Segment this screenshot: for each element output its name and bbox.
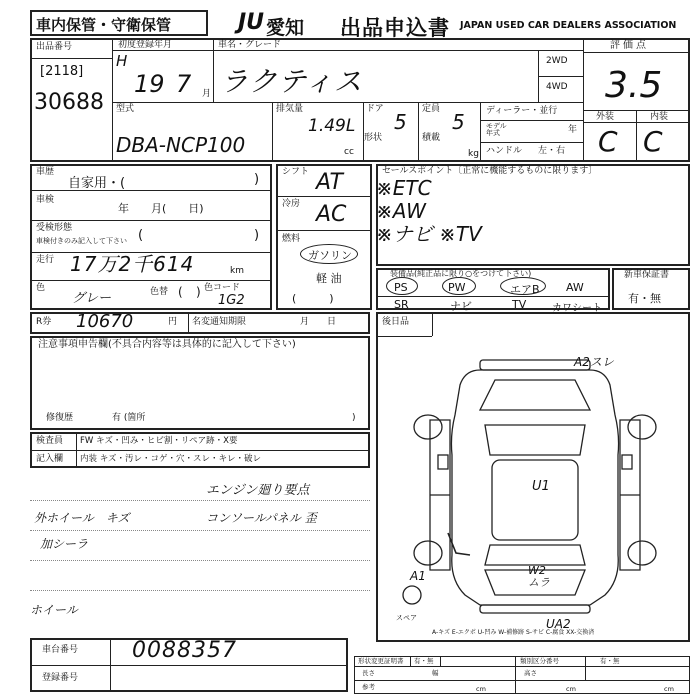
- ju-logo: JU: [238, 10, 265, 35]
- mark-front-right: A2スレ: [574, 355, 614, 369]
- receipt-note: 車検付きのみ記入して下さい: [36, 237, 127, 245]
- car-roof: [492, 460, 578, 540]
- color-code-value: 1G2: [218, 293, 245, 308]
- lot-label: 出品番号: [36, 42, 73, 52]
- fuel-alt: 軽 油: [316, 272, 342, 285]
- interior-label: 内装: [650, 112, 669, 122]
- warranty-label: 新車保証書: [624, 270, 670, 280]
- interior-line: 内装 キズ・汚レ・コゲ・穴・スレ・キレ・破レ: [80, 454, 261, 464]
- logo-region: 愛知: [266, 17, 305, 39]
- registration-number-label: 登録番号: [42, 673, 79, 683]
- history-label: 車歴: [36, 167, 55, 177]
- exterior-label: 外装: [596, 112, 615, 122]
- model-name: ラクティス: [220, 65, 363, 98]
- registration-month: 7: [176, 70, 192, 98]
- recycle-unit: 円: [168, 317, 178, 327]
- warranty-value: 有・無: [628, 292, 661, 305]
- length-label: 長さ: [362, 669, 375, 677]
- class-label: 類別区分番号: [520, 657, 559, 665]
- option-navi: ナビ: [450, 300, 472, 313]
- receipt-close: ): [254, 228, 260, 243]
- car-windshield: [485, 425, 585, 455]
- chassis-label: 車台番号: [42, 645, 79, 655]
- pw-circle: [442, 277, 476, 295]
- class-value: 有・無: [600, 657, 620, 665]
- doors-value: 5: [394, 110, 407, 134]
- mirror-right: [622, 455, 632, 469]
- registration-era: H: [116, 52, 128, 70]
- notice-label: 名変通知期限: [192, 317, 247, 327]
- fw-line: FW キズ・凹み・ヒビ割・リペア跡・X要: [80, 436, 238, 446]
- notes-label: 注意事項申告欄(不具合内容等は具体的に記入して下さい): [38, 339, 296, 350]
- history-value: 自家用・(: [68, 176, 126, 191]
- recycle-value: 10670: [76, 311, 134, 332]
- wheel-rear-left: [414, 541, 442, 565]
- wheel-front-right: [628, 415, 656, 439]
- postbox-label: 後日品: [382, 317, 410, 327]
- sales-point-3: ※ナビ ※TV: [376, 222, 482, 246]
- mark-rear: W2 ムラ: [528, 564, 550, 590]
- cert-label: 形状変更証明書: [358, 657, 404, 665]
- repaint-value: (: [178, 285, 183, 299]
- rear-bumper: [480, 605, 590, 613]
- fuel-label: 燃料: [282, 234, 301, 244]
- repaint-label: 色替: [150, 287, 169, 297]
- handle-value: 左・右: [538, 146, 566, 156]
- options-label: 装備品(純正品に限り○をつけて下さい): [390, 269, 532, 278]
- inspection-value: 年 月( 日): [118, 202, 204, 215]
- width-label: 幅: [432, 669, 439, 677]
- receipt-label: 受検形態: [36, 223, 73, 233]
- mark-left: A1: [410, 569, 426, 583]
- type-label: 型式: [116, 104, 135, 114]
- sales-points-label: セールスポイント〔正常に機能するものに限ります〕: [382, 166, 598, 176]
- color-code-label: 色コード: [204, 283, 241, 293]
- lot-number: 30688: [34, 90, 104, 115]
- association-name: JAPAN USED CAR DEALERS ASSOCIATION: [460, 20, 677, 31]
- storage-label: 車内保管・守衛保管: [36, 16, 172, 34]
- car-hood: [480, 380, 590, 410]
- exterior-grade: C: [598, 125, 618, 158]
- registration-year: 19: [134, 70, 165, 98]
- notes-block: [30, 336, 370, 430]
- option-sr: SR: [394, 298, 409, 311]
- mileage-value: 17万2千614: [70, 252, 195, 276]
- month-unit: 月: [202, 89, 212, 99]
- ps-circle: [386, 277, 418, 295]
- interior-grade: C: [643, 125, 663, 158]
- shift-value: AT: [316, 170, 343, 195]
- cc-unit: cc: [344, 147, 354, 157]
- model-label: 車名・グレード: [218, 40, 282, 50]
- option-leather: カワシート: [552, 303, 602, 314]
- drive-4wd: 4WD: [546, 82, 568, 92]
- remark-console: コンソールパネル 歪: [206, 511, 317, 525]
- drive-2wd: 2WD: [546, 56, 568, 66]
- receipt-value: (: [138, 228, 144, 243]
- remark-wheel-2: ホイール: [30, 603, 78, 617]
- model-year-label: モデル年式: [486, 122, 507, 137]
- cert-value: 有・無: [414, 657, 434, 665]
- grade-score: 3.5: [605, 65, 663, 106]
- sales-point-2: ※AW: [376, 199, 426, 223]
- year-unit: 年: [568, 125, 578, 135]
- option-aw: AW: [566, 281, 584, 294]
- wheel-rear-right: [628, 541, 656, 565]
- ac-label: 冷房: [282, 199, 301, 209]
- option-pw: PW: [448, 281, 466, 294]
- inspection-label: 車検: [36, 195, 55, 205]
- mileage-label: 走行: [36, 255, 55, 265]
- shift-label: シフト: [282, 167, 310, 177]
- height-label: 高さ: [524, 669, 537, 677]
- entry-label: 記入欄: [36, 454, 64, 464]
- car-rear-window: [485, 545, 585, 565]
- history-close: ): [254, 172, 260, 187]
- cm-unit-2: cm: [566, 685, 576, 693]
- wheel-front-left: [414, 415, 442, 439]
- doors-label: ドア: [366, 104, 384, 114]
- spare-label: スペア: [396, 614, 417, 622]
- fuel-paren: ( ): [292, 292, 334, 305]
- remark-wheel: 外ホイール キズ: [34, 511, 130, 525]
- capacity-label: 定員: [422, 104, 441, 114]
- chassis-value: 0088357: [132, 638, 237, 663]
- displacement-value: 1.49L: [308, 116, 356, 136]
- cm-unit-3: cm: [664, 685, 674, 693]
- reference-label: 参考: [362, 683, 375, 691]
- lot-code: [2118]: [40, 64, 84, 79]
- repair-label: 修復歴: [46, 413, 74, 423]
- repair-close: ): [352, 413, 356, 423]
- option-airbag: エアB: [510, 283, 540, 296]
- option-ps: PS: [394, 281, 408, 294]
- fuel-value: ガソリン: [308, 249, 352, 262]
- spare-tire: [403, 586, 421, 604]
- shape-label: 形状: [364, 133, 383, 143]
- airbag-circle: [500, 277, 546, 295]
- sales-point-1: ※ETC: [376, 176, 432, 200]
- notice-value: 月 日: [300, 317, 337, 327]
- type-value: DBA-NCP100: [116, 133, 246, 157]
- mirror-left: [438, 455, 448, 469]
- mark-center: U1: [532, 479, 550, 494]
- ac-value: AC: [316, 202, 347, 227]
- grade-label: 評価点: [610, 40, 649, 51]
- inspector-label: 検査員: [36, 436, 64, 446]
- option-tv: TV: [512, 298, 527, 311]
- handle-label: ハンドル: [486, 146, 523, 156]
- load-label: 積載: [422, 133, 441, 143]
- color-label: 色: [36, 283, 46, 293]
- repair-value: 有 (箇所: [112, 413, 146, 423]
- recycle-label: R券: [36, 317, 52, 327]
- repaint-close: ): [196, 285, 201, 299]
- displacement-label: 排気量: [276, 104, 304, 114]
- cm-unit-1: cm: [476, 685, 486, 693]
- kg-unit: kg: [468, 149, 479, 159]
- registration-label: 初度登録年月: [118, 40, 173, 50]
- color-value: グレー: [72, 291, 112, 306]
- diagram-legend: A-キズ E-エクボ U-凹み W-補修跡 S-サビ C-腐食 XX-交換済: [432, 629, 595, 636]
- remark-engine: エンジン廻り要点: [206, 483, 310, 498]
- remark-sealer: 加シーラ: [40, 537, 89, 551]
- mark-rear-bumper: UA2: [546, 617, 571, 631]
- form-title: 出品申込書: [340, 16, 450, 40]
- km-unit: km: [230, 266, 244, 276]
- capacity-value: 5: [452, 110, 465, 134]
- dealer-label: ディーラー・並行: [486, 106, 558, 116]
